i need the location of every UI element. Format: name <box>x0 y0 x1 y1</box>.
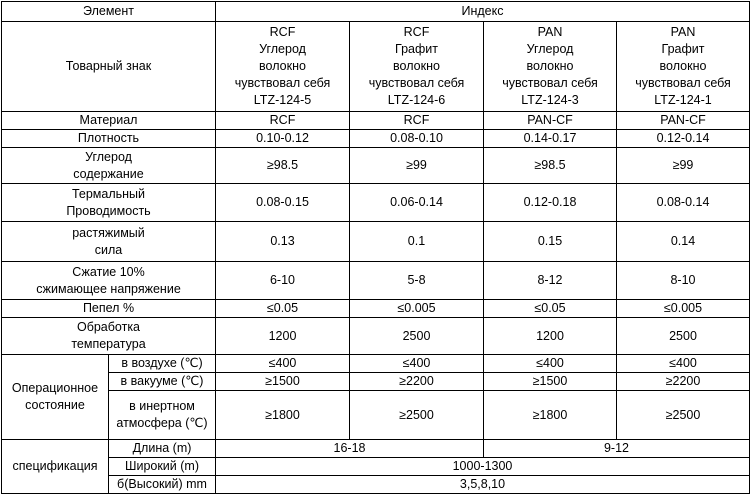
cell-value: ≥2500 <box>350 391 484 440</box>
cell-value: ≤400 <box>484 355 617 373</box>
carbon-row <box>2 148 750 184</box>
cell-value: ≤400 <box>216 355 350 373</box>
cell-value: ≥99 <box>617 148 750 184</box>
cell-value: ≥2200 <box>350 373 484 391</box>
cell-value: 8-12 <box>484 262 617 300</box>
brand-row <box>2 22 750 112</box>
spec-thickness-row <box>2 476 750 494</box>
cell-value: ≥99 <box>350 148 484 184</box>
spec-table <box>1 1 750 494</box>
sub-label: Широкий (m) <box>109 458 216 476</box>
cell-value: 5-8 <box>350 262 484 300</box>
cell-value: ≥1800 <box>484 391 617 440</box>
header-index: Индекс <box>216 2 750 22</box>
cell-value: 0.06-0.14 <box>350 184 484 222</box>
operating-vacuum-row <box>2 373 750 391</box>
cell-value: 16-18 <box>216 440 484 458</box>
spec-width-row <box>2 458 750 476</box>
thermal-row <box>2 184 750 222</box>
header-element: Элемент <box>2 2 216 22</box>
spec-length-row <box>2 440 750 458</box>
cell-value: 0.15 <box>484 222 617 262</box>
cell-value: 9-12 <box>484 440 750 458</box>
row-label: Углерод содержание <box>2 148 216 184</box>
cell-value: 1000-1300 <box>216 458 750 476</box>
row-label: Пепел % <box>2 300 216 318</box>
sub-label: в вакууме (℃) <box>109 373 216 391</box>
cell-value: RCF <box>350 112 484 130</box>
density-row <box>2 130 750 148</box>
cell-value: ≥98.5 <box>216 148 350 184</box>
cell-value: 0.08-0.10 <box>350 130 484 148</box>
spec-label: спецификация <box>2 440 109 494</box>
brand-product-3: PAN Углерод волокно чувствовал себя LTZ-124-3 <box>484 22 617 112</box>
row-label: Плотность <box>2 130 216 148</box>
cell-value: ≤0.05 <box>216 300 350 318</box>
ash-row <box>2 300 750 318</box>
cell-value: ≥1800 <box>216 391 350 440</box>
cell-value: ≥2500 <box>617 391 750 440</box>
cell-value: ≤0.05 <box>484 300 617 318</box>
brand-product-2: RCF Графит волокно чувствовал себя LTZ-124-6 <box>350 22 484 112</box>
cell-value: 0.08-0.15 <box>216 184 350 222</box>
sub-label: в воздухе (℃) <box>109 355 216 373</box>
cell-value: 1200 <box>484 318 617 355</box>
operating-inert-row <box>2 391 750 440</box>
cell-value: 8-10 <box>617 262 750 300</box>
cell-value: 1200 <box>216 318 350 355</box>
compression-row <box>2 262 750 300</box>
operating-air-row <box>2 355 750 373</box>
cell-value: ≥98.5 <box>484 148 617 184</box>
cell-value: 0.10-0.12 <box>216 130 350 148</box>
cell-value: 3,5,8,10 <box>216 476 750 494</box>
sub-label: Длина (m) <box>109 440 216 458</box>
cell-value: 2500 <box>350 318 484 355</box>
treatment-row <box>2 318 750 355</box>
cell-value: ≤0.005 <box>350 300 484 318</box>
brand-label: Товарный знак <box>2 22 216 112</box>
row-label: Сжатие 10% сжимающее напряжение <box>2 262 216 300</box>
cell-value: ≤400 <box>350 355 484 373</box>
cell-value: ≥1500 <box>484 373 617 391</box>
cell-value: PAN-CF <box>617 112 750 130</box>
tensile-row <box>2 222 750 262</box>
cell-value: 0.12-0.14 <box>617 130 750 148</box>
cell-value: RCF <box>216 112 350 130</box>
cell-value: 0.08-0.14 <box>617 184 750 222</box>
sub-label: в инертном атмосфера (℃) <box>109 391 216 440</box>
operating-label: Операционное состояние <box>2 355 109 440</box>
cell-value: ≥1500 <box>216 373 350 391</box>
cell-value: 0.1 <box>350 222 484 262</box>
cell-value: 0.14 <box>617 222 750 262</box>
row-label: Материал <box>2 112 216 130</box>
cell-value: 2500 <box>617 318 750 355</box>
brand-product-4: PAN Графит волокно чувствовал себя LTZ-124-1 <box>617 22 750 112</box>
material-row <box>2 112 750 130</box>
cell-value: PAN-CF <box>484 112 617 130</box>
cell-value: ≤400 <box>617 355 750 373</box>
header-row <box>2 2 750 22</box>
cell-value: 0.14-0.17 <box>484 130 617 148</box>
cell-value: ≤0.005 <box>617 300 750 318</box>
cell-value: ≥2200 <box>617 373 750 391</box>
sub-label: б(Высокий) mm <box>109 476 216 494</box>
row-label: Термальный Проводимость <box>2 184 216 222</box>
brand-product-1: RCF Углерод волокно чувствовал себя LTZ-124-5 <box>216 22 350 112</box>
cell-value: 0.12-0.18 <box>484 184 617 222</box>
row-label: растяжимый сила <box>2 222 216 262</box>
row-label: Обработка температура <box>2 318 216 355</box>
cell-value: 0.13 <box>216 222 350 262</box>
cell-value: 6-10 <box>216 262 350 300</box>
